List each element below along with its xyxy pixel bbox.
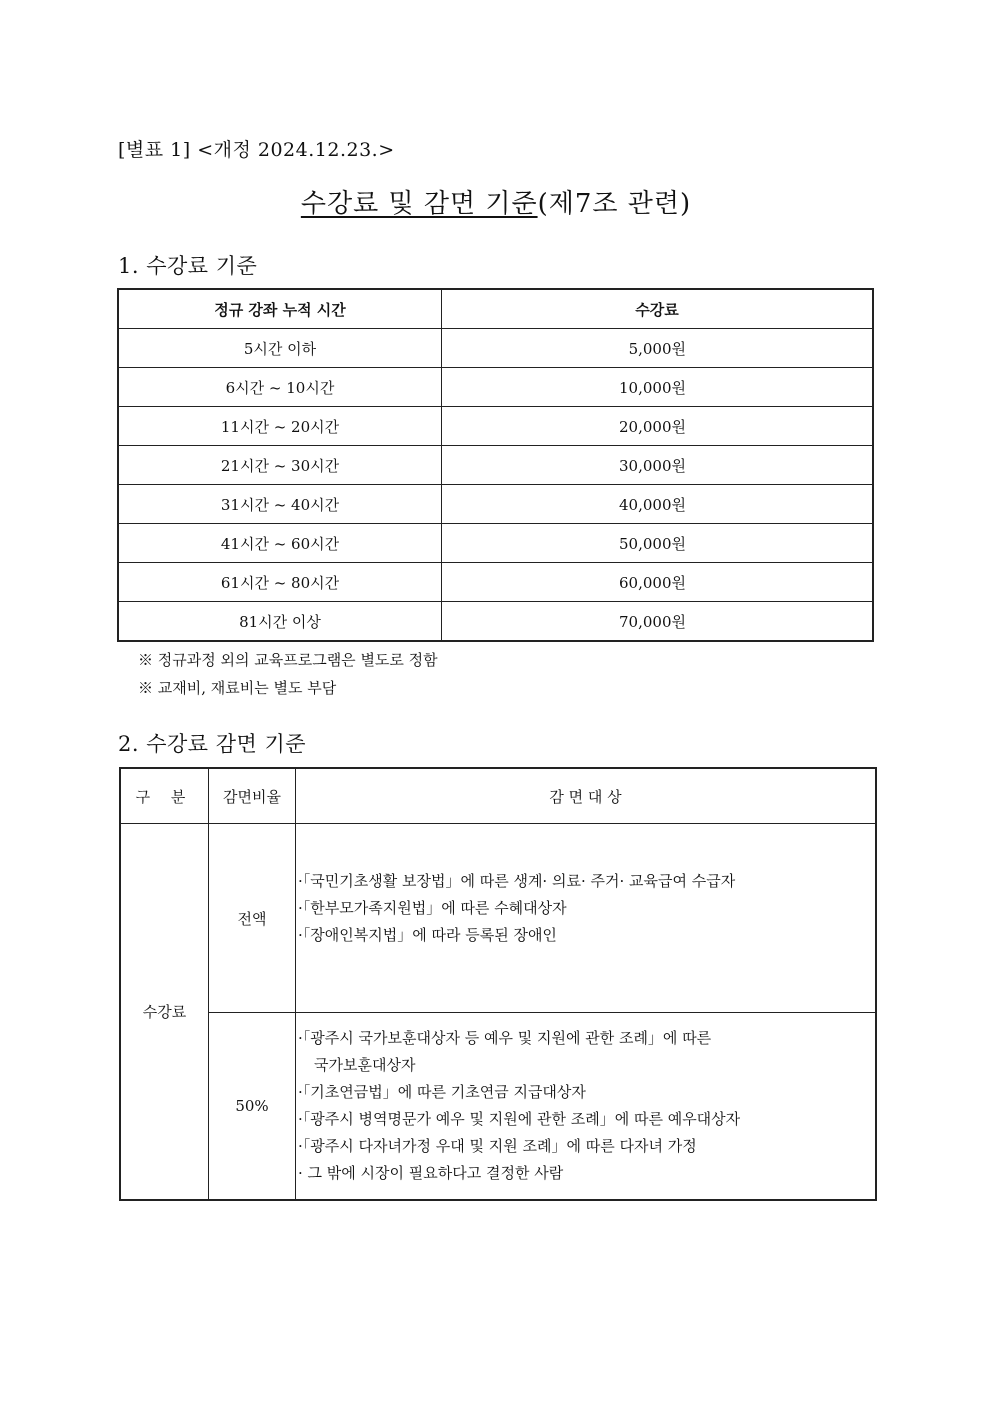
target-item: ·「장애인복지법」에 따라 등록된 장애인 [298, 925, 557, 944]
targets-cell [296, 1013, 877, 1201]
col-header-category: 구 분 [120, 768, 209, 824]
target-item: ·「광주시 병역명문가 예우 및 지원에 관한 조례」에 따른 예우대상자 [298, 1110, 741, 1128]
target-item: ·「광주시 다자녀가정 우대 및 지원 조례」에 따른 다자녀 가정 [298, 1137, 697, 1155]
hours-cell: 41시간 ~ 60시간 [118, 524, 442, 563]
note-item: ※ 교재비, 재료비는 별도 부담 [138, 679, 337, 697]
fee-cell: 40,000원 [442, 485, 874, 524]
discount-table-header [120, 768, 876, 824]
table-row [118, 485, 873, 524]
section1-heading: 1. 수강료 기준 [118, 254, 258, 278]
target-item: ·「광주시 국가보훈대상자 등 예우 및 지원에 관한 조례」에 따른 [298, 1029, 712, 1047]
rate-cell: 50% [209, 1013, 296, 1201]
fee-cell: 50,000원 [442, 524, 874, 563]
hours-cell: 61시간 ~ 80시간 [118, 563, 442, 602]
table-row [118, 368, 873, 407]
discount-table [119, 767, 877, 1201]
col-header-rate: 감면비율 [209, 768, 296, 824]
table-row [120, 824, 876, 1013]
col-header-fee: 수강료 [442, 289, 874, 329]
fee-cell: 30,000원 [442, 446, 874, 485]
hours-cell: 31시간 ~ 40시간 [118, 485, 442, 524]
rate-cell: 전액 [209, 824, 296, 1013]
page-title [0, 183, 992, 220]
title-suffix: (제7조 관련) [537, 189, 692, 219]
fee-table-header [118, 289, 873, 329]
annex-label: [별표 1] <개정 2024.12.23.> [118, 139, 395, 161]
hours-cell: 21시간 ~ 30시간 [118, 446, 442, 485]
table-row [118, 563, 873, 602]
fee-cell: 10,000원 [442, 368, 874, 407]
table-row [118, 446, 873, 485]
fee-cell: 20,000원 [442, 407, 874, 446]
table-row [118, 329, 873, 368]
fee-notes [138, 646, 438, 702]
section2-heading: 2. 수강료 감면 기준 [118, 732, 307, 756]
hours-cell: 6시간 ~ 10시간 [118, 368, 442, 407]
category-cell: 수강료 [120, 824, 209, 1201]
hours-cell: 11시간 ~ 20시간 [118, 407, 442, 446]
hours-cell: 81시간 이상 [118, 602, 442, 642]
targets-cell [296, 824, 877, 1013]
hours-cell: 5시간 이하 [118, 329, 442, 368]
target-item: ·「국민기초생활 보장법」에 따른 생계· 의료· 주거· 교육급여 수급자 [298, 871, 736, 890]
fee-table [117, 288, 874, 642]
target-item: ·「한부모가족지원법」에 따른 수혜대상자 [298, 898, 567, 917]
title-main: 수강료 및 감면 기준 [300, 189, 538, 219]
fee-cell: 60,000원 [442, 563, 874, 602]
target-item: 국가보훈대상자 [314, 1056, 416, 1074]
table-row [118, 407, 873, 446]
table-row [118, 602, 873, 642]
note-item: ※ 정규과정 외의 교육프로그램은 별도로 정함 [138, 651, 438, 669]
fee-cell: 5,000원 [442, 329, 874, 368]
target-item: · 그 밖에 시장이 필요하다고 결정한 사람 [298, 1164, 564, 1182]
table-row [118, 524, 873, 563]
col-header-hours: 정규 강좌 누적 시간 [118, 289, 442, 329]
target-item: ·「기초연금법」에 따른 기초연금 지급대상자 [298, 1083, 586, 1101]
col-header-targets: 감 면 대 상 [296, 768, 877, 824]
fee-cell: 70,000원 [442, 602, 874, 642]
table-row [120, 1013, 876, 1201]
